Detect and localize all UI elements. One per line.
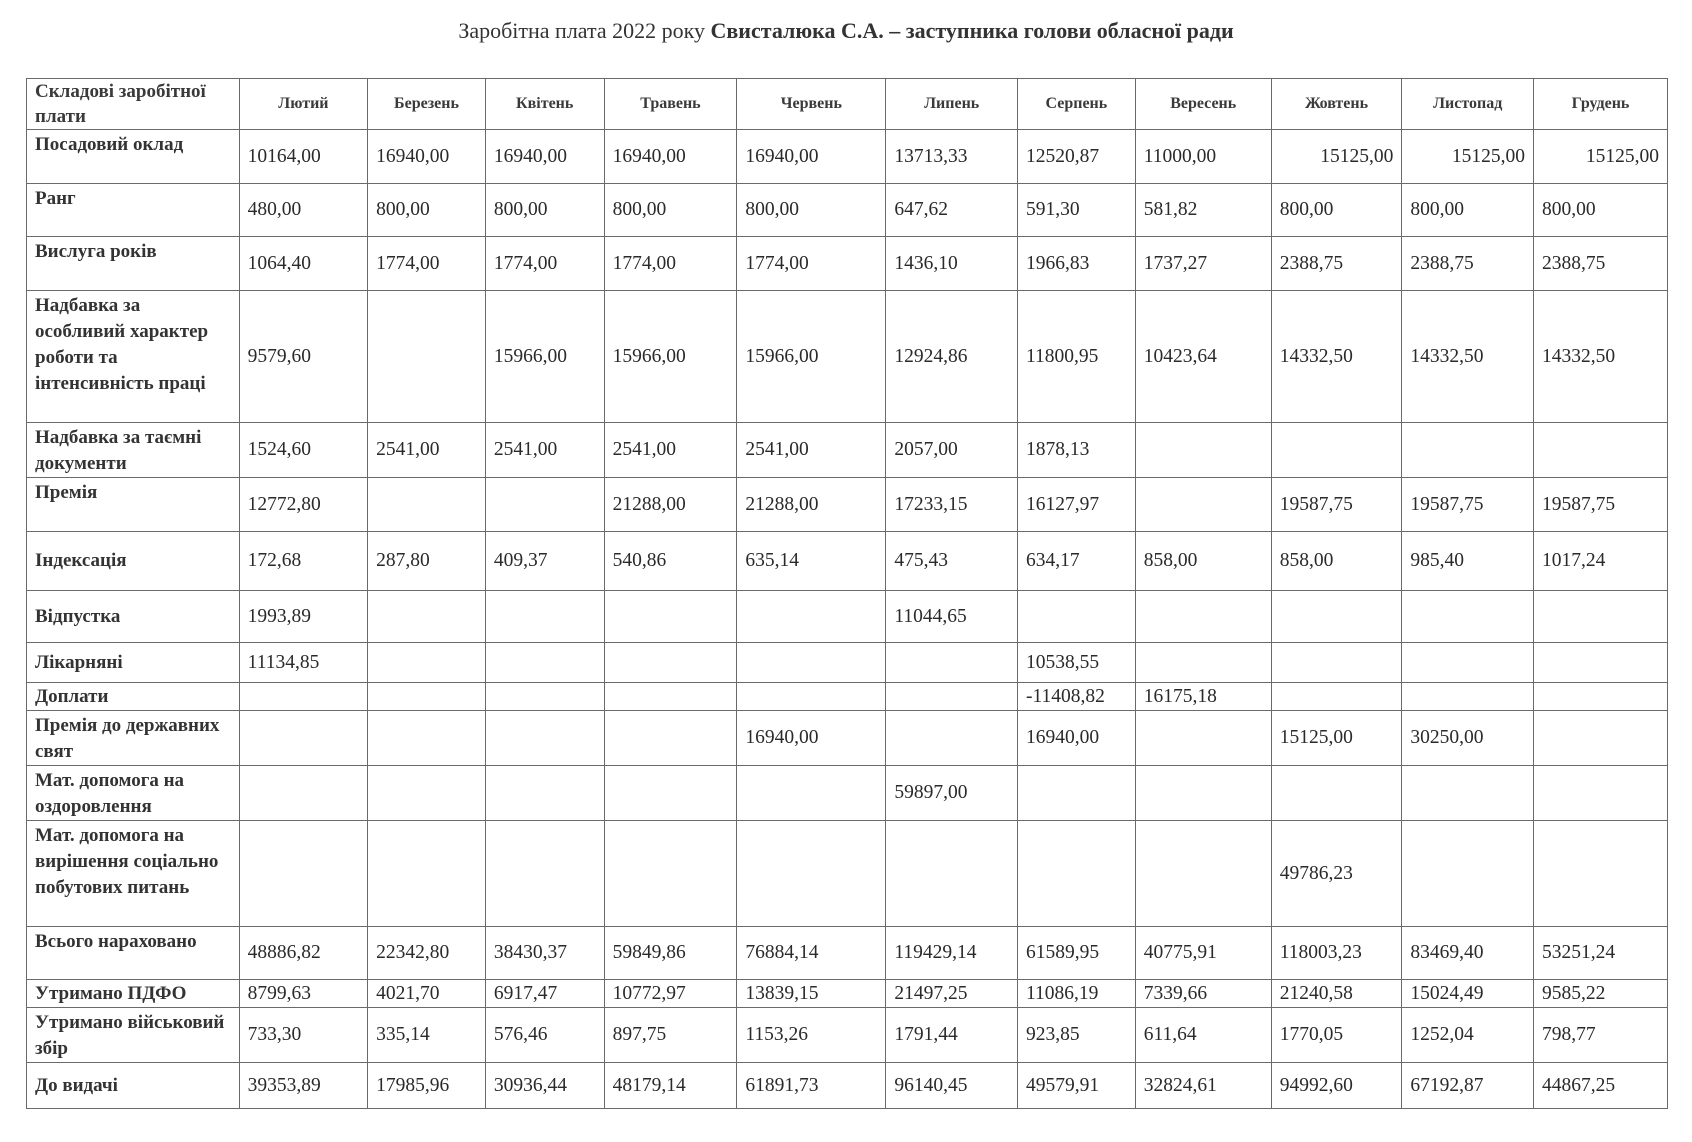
table-cell: 798,77 [1534, 1008, 1668, 1063]
table-cell: 2541,00 [368, 423, 486, 478]
table-cell [604, 591, 737, 643]
table-cell [604, 821, 737, 927]
table-cell: 14332,50 [1534, 291, 1668, 423]
row-label: Надбавка за таємні документи [27, 423, 240, 478]
table-row [27, 927, 1668, 980]
table-cell [485, 766, 604, 821]
month-header: Березень [368, 79, 486, 130]
table-cell: 1993,89 [239, 591, 367, 643]
table-cell [1534, 766, 1668, 821]
table-cell: 9585,22 [1534, 980, 1668, 1008]
table-cell: 647,62 [886, 184, 1018, 237]
row-label: Індексація [27, 532, 240, 591]
table-cell: 15966,00 [485, 291, 604, 423]
row-label: Утримано військовий збір [27, 1008, 240, 1063]
table-cell: 591,30 [1018, 184, 1136, 237]
table-cell: 13713,33 [886, 130, 1018, 184]
table-cell [1534, 423, 1668, 478]
table-cell [368, 478, 486, 532]
table-cell [1135, 711, 1271, 766]
table-cell: 21240,58 [1271, 980, 1402, 1008]
table-row [27, 478, 1668, 532]
table-cell: 1737,27 [1135, 237, 1271, 291]
row-label: Мат. допомога на оздоровлення [27, 766, 240, 821]
corner-header: Складові заробітної плати [27, 79, 240, 130]
table-cell: 1436,10 [886, 237, 1018, 291]
table-cell [368, 683, 486, 711]
table-cell: 30250,00 [1402, 711, 1534, 766]
table-cell: 611,64 [1135, 1008, 1271, 1063]
month-header: Квітень [485, 79, 604, 130]
month-header: Травень [604, 79, 737, 130]
table-cell: 1878,13 [1018, 423, 1136, 478]
table-cell: 49579,91 [1018, 1063, 1136, 1109]
table-cell [1135, 643, 1271, 683]
table-cell: 61589,95 [1018, 927, 1136, 980]
row-label: Мат. допомога на вирішення соціально побутових питань [27, 821, 240, 927]
month-header: Листопад [1402, 79, 1534, 130]
row-label: Лікарняні [27, 643, 240, 683]
row-label: Премія до державних свят [27, 711, 240, 766]
table-cell [485, 643, 604, 683]
table-cell [604, 643, 737, 683]
table-cell [1402, 821, 1534, 927]
table-cell: 1774,00 [737, 237, 886, 291]
table-cell: 21288,00 [737, 478, 886, 532]
table-cell [368, 821, 486, 927]
table-row [27, 130, 1668, 184]
table-cell: 12772,80 [239, 478, 367, 532]
table-cell: 16940,00 [737, 130, 886, 184]
table-cell [737, 643, 886, 683]
month-header: Червень [737, 79, 886, 130]
table-row [27, 1008, 1668, 1063]
table-cell [886, 643, 1018, 683]
table-cell [368, 291, 486, 423]
table-row [27, 532, 1668, 591]
table-cell: 1774,00 [485, 237, 604, 291]
table-cell [368, 591, 486, 643]
table-cell: 16127,97 [1018, 478, 1136, 532]
row-label: Ранг [27, 184, 240, 237]
table-cell: 61891,73 [737, 1063, 886, 1109]
table-row [27, 683, 1668, 711]
table-cell: 16175,18 [1135, 683, 1271, 711]
table-cell [1135, 766, 1271, 821]
table-cell [1534, 591, 1668, 643]
table-cell: 9579,60 [239, 291, 367, 423]
table-row [27, 184, 1668, 237]
table-cell: 76884,14 [737, 927, 886, 980]
table-row [27, 821, 1668, 927]
header-row [27, 79, 1668, 130]
table-cell: 16940,00 [737, 711, 886, 766]
row-label: Утримано ПДФО [27, 980, 240, 1008]
table-cell [485, 821, 604, 927]
table-cell: 635,14 [737, 532, 886, 591]
table-cell: 15125,00 [1271, 711, 1402, 766]
table-cell: 634,17 [1018, 532, 1136, 591]
table-cell: 15125,00 [1534, 130, 1668, 184]
table-cell: 30936,44 [485, 1063, 604, 1109]
table-cell [239, 821, 367, 927]
table-cell [1402, 591, 1534, 643]
table-cell: 800,00 [737, 184, 886, 237]
table-cell: 985,40 [1402, 532, 1534, 591]
table-cell: 800,00 [1402, 184, 1534, 237]
table-cell [1402, 683, 1534, 711]
table-cell: 12924,86 [886, 291, 1018, 423]
table-cell: 16940,00 [485, 130, 604, 184]
table-cell: 2388,75 [1534, 237, 1668, 291]
table-cell: 858,00 [1271, 532, 1402, 591]
table-cell: 1064,40 [239, 237, 367, 291]
table-cell [1135, 821, 1271, 927]
month-header: Серпень [1018, 79, 1136, 130]
table-cell: 49786,23 [1271, 821, 1402, 927]
table-cell: 172,68 [239, 532, 367, 591]
table-row [27, 766, 1668, 821]
table-cell [485, 478, 604, 532]
table-cell [1271, 766, 1402, 821]
table-cell: 48886,82 [239, 927, 367, 980]
table-cell: 1774,00 [604, 237, 737, 291]
table-cell: 44867,25 [1534, 1063, 1668, 1109]
table-cell: 1153,26 [737, 1008, 886, 1063]
row-label: До видачі [27, 1063, 240, 1109]
title-prefix: Заробітна плата 2022 року [458, 18, 711, 43]
table-cell: 119429,14 [886, 927, 1018, 980]
table-cell: 48179,14 [604, 1063, 737, 1109]
table-cell [737, 821, 886, 927]
table-row [27, 980, 1668, 1008]
table-cell: 1770,05 [1271, 1008, 1402, 1063]
month-header: Липень [886, 79, 1018, 130]
document-title [0, 18, 1692, 44]
table-cell: 923,85 [1018, 1008, 1136, 1063]
table-cell [737, 683, 886, 711]
table-row [27, 423, 1668, 478]
table-cell [1271, 423, 1402, 478]
table-cell [886, 711, 1018, 766]
table-cell: 11800,95 [1018, 291, 1136, 423]
table-cell: 59849,86 [604, 927, 737, 980]
table-cell [1018, 766, 1136, 821]
table-cell: 83469,40 [1402, 927, 1534, 980]
table-cell: 10164,00 [239, 130, 367, 184]
table-cell [368, 643, 486, 683]
table-cell: 475,43 [886, 532, 1018, 591]
table-cell: 11044,65 [886, 591, 1018, 643]
table-cell: 2388,75 [1271, 237, 1402, 291]
table-cell [1271, 591, 1402, 643]
table-cell: 14332,50 [1271, 291, 1402, 423]
table-cell: 19587,75 [1402, 478, 1534, 532]
row-label: Посадовий оклад [27, 130, 240, 184]
table-cell: 67192,87 [1402, 1063, 1534, 1109]
table-cell: 2541,00 [604, 423, 737, 478]
table-cell [1135, 478, 1271, 532]
table-cell: 14332,50 [1402, 291, 1534, 423]
table-cell: 2057,00 [886, 423, 1018, 478]
table-cell [1018, 821, 1136, 927]
table-cell: 40775,91 [1135, 927, 1271, 980]
table-cell: 2388,75 [1402, 237, 1534, 291]
title-suffix: – заступника голови обласної ради [883, 18, 1234, 43]
table-cell: 800,00 [1271, 184, 1402, 237]
table-cell: 12520,87 [1018, 130, 1136, 184]
table-cell: 2541,00 [737, 423, 886, 478]
table-cell: 11086,19 [1018, 980, 1136, 1008]
table-cell: 19587,75 [1534, 478, 1668, 532]
table-cell [1135, 591, 1271, 643]
table-cell: 6917,47 [485, 980, 604, 1008]
row-label: Відпустка [27, 591, 240, 643]
table-cell: 16940,00 [604, 130, 737, 184]
table-cell [1402, 423, 1534, 478]
table-cell: 22342,80 [368, 927, 486, 980]
table-cell: 21288,00 [604, 478, 737, 532]
table-cell: 15966,00 [737, 291, 886, 423]
table-cell [239, 766, 367, 821]
table-cell [1534, 643, 1668, 683]
table-cell: 335,14 [368, 1008, 486, 1063]
table-cell: 96140,45 [886, 1063, 1018, 1109]
table-cell: 118003,23 [1271, 927, 1402, 980]
table-cell: 59897,00 [886, 766, 1018, 821]
table-cell [886, 683, 1018, 711]
table-row [27, 711, 1668, 766]
table-cell: 8799,63 [239, 980, 367, 1008]
table-cell [1271, 643, 1402, 683]
table-cell: 10538,55 [1018, 643, 1136, 683]
table-cell: 32824,61 [1135, 1063, 1271, 1109]
row-label: Доплати [27, 683, 240, 711]
table-cell: 17233,15 [886, 478, 1018, 532]
table-cell: 1966,83 [1018, 237, 1136, 291]
table-cell: 576,46 [485, 1008, 604, 1063]
table-cell [368, 711, 486, 766]
month-header: Жовтень [1271, 79, 1402, 130]
table-cell [485, 711, 604, 766]
table-cell [239, 711, 367, 766]
table-cell: -11408,82 [1018, 683, 1136, 711]
table-cell: 15966,00 [604, 291, 737, 423]
table-cell: 38430,37 [485, 927, 604, 980]
row-label: Премія [27, 478, 240, 532]
table-row [27, 291, 1668, 423]
table-cell [886, 821, 1018, 927]
table-cell: 10772,97 [604, 980, 737, 1008]
table-cell: 858,00 [1135, 532, 1271, 591]
table-cell [737, 591, 886, 643]
month-header: Вересень [1135, 79, 1271, 130]
table-cell: 11134,85 [239, 643, 367, 683]
table-cell: 1774,00 [368, 237, 486, 291]
table-cell: 16940,00 [368, 130, 486, 184]
table-cell [1018, 591, 1136, 643]
table-cell: 800,00 [604, 184, 737, 237]
table-cell [1135, 423, 1271, 478]
table-cell: 15024,49 [1402, 980, 1534, 1008]
table-cell: 94992,60 [1271, 1063, 1402, 1109]
table-cell: 11000,00 [1135, 130, 1271, 184]
table-cell [239, 683, 367, 711]
table-cell [368, 766, 486, 821]
table-cell [1534, 683, 1668, 711]
month-header: Лютий [239, 79, 367, 130]
table-row [27, 643, 1668, 683]
table-cell [737, 766, 886, 821]
row-label: Надбавка за особливий характер роботи та інтенсивність праці [27, 291, 240, 423]
row-label: Вислуга років [27, 237, 240, 291]
table-cell: 409,37 [485, 532, 604, 591]
table-cell: 1017,24 [1534, 532, 1668, 591]
table-cell: 15125,00 [1271, 130, 1402, 184]
table-row [27, 591, 1668, 643]
table-cell: 53251,24 [1534, 927, 1668, 980]
table-row [27, 1063, 1668, 1109]
table-row [27, 237, 1668, 291]
table-cell: 2541,00 [485, 423, 604, 478]
table-cell: 1791,44 [886, 1008, 1018, 1063]
row-label: Всього нараховано [27, 927, 240, 980]
table-cell: 15125,00 [1402, 130, 1534, 184]
table-cell [1271, 683, 1402, 711]
table-cell: 19587,75 [1271, 478, 1402, 532]
table-cell: 21497,25 [886, 980, 1018, 1008]
table-cell [1402, 766, 1534, 821]
table-cell [604, 766, 737, 821]
table-cell: 13839,15 [737, 980, 886, 1008]
table-cell: 1524,60 [239, 423, 367, 478]
table-cell: 1252,04 [1402, 1008, 1534, 1063]
title-person: Свисталюка С.А. [710, 18, 884, 43]
table-cell: 287,80 [368, 532, 486, 591]
table-cell [604, 711, 737, 766]
table-cell: 897,75 [604, 1008, 737, 1063]
table-cell [604, 683, 737, 711]
table-cell: 39353,89 [239, 1063, 367, 1109]
table-cell [1402, 643, 1534, 683]
table-cell: 10423,64 [1135, 291, 1271, 423]
table-cell: 733,30 [239, 1008, 367, 1063]
month-header: Грудень [1534, 79, 1668, 130]
table-cell: 16940,00 [1018, 711, 1136, 766]
table-cell: 7339,66 [1135, 980, 1271, 1008]
table-cell: 480,00 [239, 184, 367, 237]
table-cell: 581,82 [1135, 184, 1271, 237]
salary-table [26, 78, 1668, 1109]
table-cell [1534, 711, 1668, 766]
table-cell: 800,00 [368, 184, 486, 237]
table-cell [485, 683, 604, 711]
table-cell: 540,86 [604, 532, 737, 591]
table-cell: 800,00 [485, 184, 604, 237]
table-cell: 17985,96 [368, 1063, 486, 1109]
table-cell [485, 591, 604, 643]
table-cell: 4021,70 [368, 980, 486, 1008]
table-cell: 800,00 [1534, 184, 1668, 237]
table-cell [1534, 821, 1668, 927]
